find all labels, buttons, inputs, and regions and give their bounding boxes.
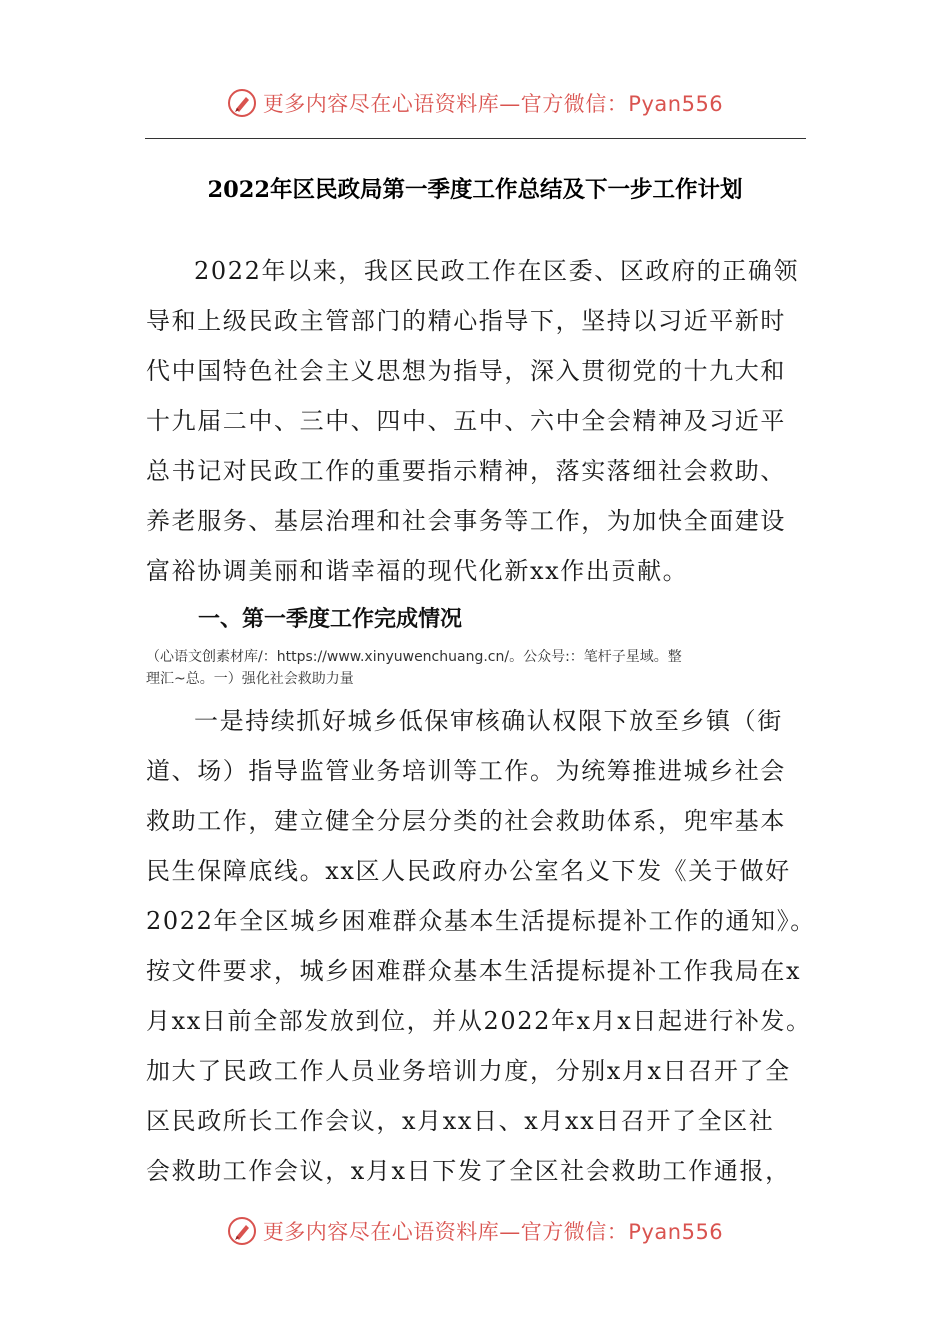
paragraph-line: 2022年全区城乡困难群众基本生活提标提补工作的通知》。	[146, 907, 816, 935]
source-note-line: 理汇~总。一）强化社会救助力量	[146, 671, 354, 687]
paragraph-line: 2022年以来，我区民政工作在区委、区政府的正确领	[194, 257, 800, 285]
bottom-watermark-banner	[0, 1208, 950, 1254]
paragraph-line: 总书记对民政工作的重要指示精神，落实落细社会救助、	[146, 457, 786, 485]
header-divider	[145, 138, 806, 139]
top-banner-text: 更多内容尽在心语资料库—官方微信：Pyan556	[262, 92, 724, 116]
paragraph-line: 会救助工作会议，x月x日下发了全区社会救助工作通报，	[146, 1157, 791, 1185]
paragraph-line: 区民政所长工作会议，x月xx日、x月xx日召开了全区社	[146, 1107, 775, 1135]
paragraph-line: 十九届二中、三中、四中、五中、六中全会精神及习近平	[146, 407, 786, 435]
top-watermark-banner	[0, 80, 950, 126]
paragraph-line: 月xx日前全部发放到位，并从2022年x月x日起进行补发。	[146, 1007, 812, 1035]
paragraph-line: 民生保障底线。xx区人民政府办公室名义下发《关于做好	[146, 857, 791, 885]
body-paragraph	[146, 696, 816, 1196]
paragraph-line: 道、场）指导监管业务培训等工作。为统筹推进城乡社会	[146, 757, 786, 785]
paragraph-line: 一是持续抓好城乡低保审核确认权限下放至乡镇（街	[194, 707, 783, 735]
paragraph-line: 导和上级民政主管部门的精心指导下，坚持以习近平新时	[146, 307, 786, 335]
section-heading: 一、第一季度工作完成情况	[198, 607, 463, 632]
pen-logo-icon	[227, 88, 257, 118]
paragraph-line: 富裕协调美丽和谐幸福的现代化新xx作出贡献。	[146, 557, 689, 585]
paragraph-line: 加大了民政工作人员业务培训力度，分别x月x日召开了全	[146, 1057, 791, 1085]
paragraph-line: 救助工作，建立健全分层分类的社会救助体系，兜牢基本	[146, 807, 786, 835]
document-title: 2022年区民政局第一季度工作总结及下一步工作计划	[207, 177, 743, 203]
bottom-banner-text: 更多内容尽在心语资料库—官方微信：Pyan556	[262, 1220, 724, 1244]
intro-paragraph	[146, 246, 811, 596]
source-note-line: （心语文创素材库/：https://www.xinyuwenchuang.cn/。公众号:：笔杆子星域。整	[146, 649, 682, 665]
paragraph-line: 养老服务、基层治理和社会事务等工作，为加快全面建设	[146, 507, 786, 535]
paragraph-line: 代中国特色社会主义思想为指导，深入贯彻党的十九大和	[146, 357, 786, 385]
source-note	[146, 646, 816, 690]
pen-logo-icon	[227, 1216, 257, 1246]
paragraph-line: 按文件要求，城乡困难群众基本生活提标提补工作我局在x	[146, 957, 802, 985]
